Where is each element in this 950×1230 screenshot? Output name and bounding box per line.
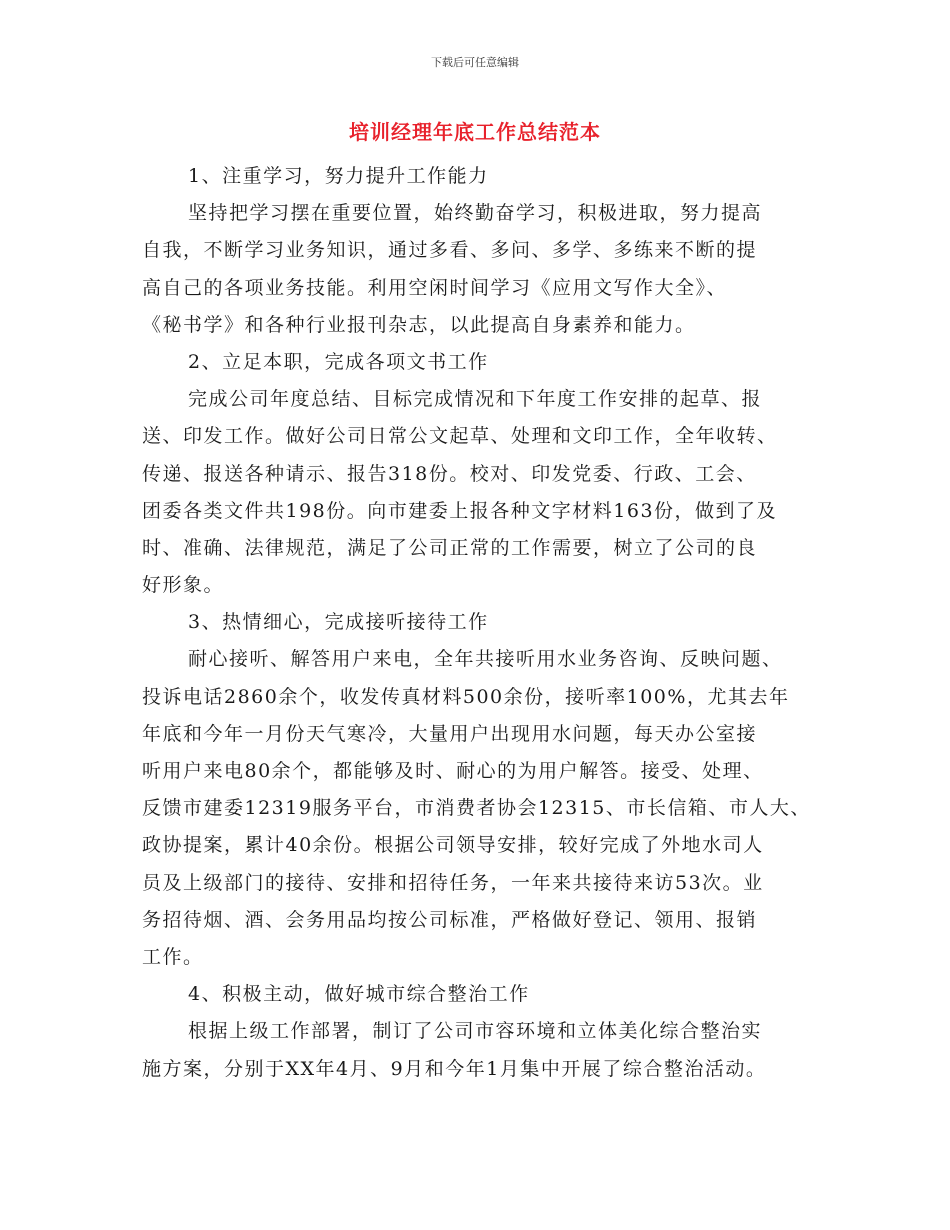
body-line: 高自己的各项业务技能。利用空闲时间学习《应用文写作大全》、 [142, 276, 728, 299]
body-line: 传递、报送各种请示、报告318份。校对、印发党委、行政、工会、 [142, 462, 757, 485]
body-line: 4、积极主动，做好城市综合整治工作 [188, 983, 530, 1006]
document-body [142, 158, 818, 1088]
page-header-note: 下载后可任意编辑 [431, 56, 519, 69]
body-line: 1、注重学习，努力提升工作能力 [188, 165, 489, 187]
body-line: 好形象。 [142, 574, 225, 597]
body-line: 耐心接听、解答用户来电，全年共接听用水业务咨询、反映问题、 [188, 648, 783, 671]
body-line: 完成公司年度总结、目标完成情况和下年度工作安排的起草、报 [188, 388, 763, 411]
body-line: 务招待烟、酒、会务用品均按公司标准，严格做好登记、领用、报销 [142, 908, 758, 931]
document-title: 培训经理年底工作总结范本 [349, 120, 601, 144]
body-line: 3、热情细心，完成接听接待工作 [188, 611, 489, 634]
body-line: 政协提案，累计40余份。根据公司领导安排，较好完成了外地水司人 [142, 834, 764, 857]
body-line: 工作。 [142, 945, 204, 968]
body-line: 听用户来电80余个，都能够及时、耐心的为用户解答。接受、处理、 [142, 760, 764, 782]
body-line: 年底和今年一月份天气寒冷，大量用户出现用水问题，每天办公室接 [142, 722, 758, 745]
body-line: 团委各类文件共198份。向市建委上报各种文字材料163份，做到了及 [142, 499, 778, 522]
body-line: 2、立足本职，完成各项文书工作 [188, 350, 489, 373]
body-line: 《秘书学》和各种行业报刊杂志，以此提高自身素养和能力。 [142, 313, 696, 336]
body-line: 根据上级工作部署，制订了公司市容环境和立体美化综合整治实 [188, 1020, 763, 1043]
body-line: 反馈市建委12319服务平台，市消费者协会12315、市长信箱、市人大、 [142, 797, 811, 820]
body-line: 施方案，分别于XX年4月、9月和今年1月集中开展了综合整治活动。 [142, 1057, 767, 1080]
body-line: 投诉电话2860余个，收发传真材料500余份，接听率100%，尤其去年 [142, 685, 790, 708]
body-line: 坚持把学习摆在重要位置，始终勤奋学习，积极进取，努力提高 [188, 202, 763, 225]
body-line: 时、准确、法律规范，满足了公司正常的工作需要，树立了公司的良 [142, 536, 758, 559]
body-line: 自我，不断学习业务知识，通过多看、多问、多学、多练来不断的提 [142, 239, 758, 262]
body-line: 送、印发工作。做好公司日常公文起草、处理和文印工作，全年收转、 [142, 425, 778, 448]
body-line: 员及上级部门的接待、安排和招待任务，一年来共接待来访53次。业 [142, 871, 764, 894]
